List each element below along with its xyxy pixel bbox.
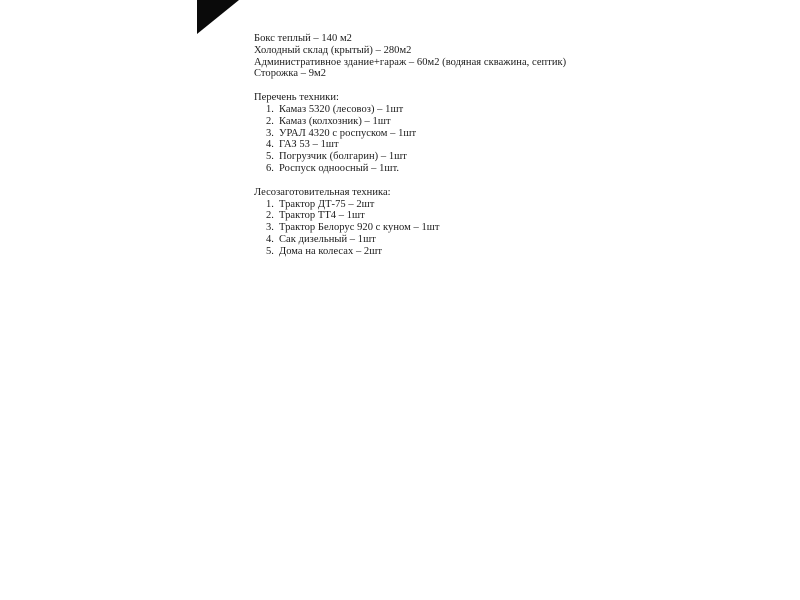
list-item-number: 3. <box>266 222 274 234</box>
list-item <box>254 234 774 246</box>
facility-line-cold-warehouse: Холодный склад (крытый) – 280м2 <box>254 44 412 56</box>
facility-line-warm-box: Бокс теплый – 140 м2 <box>254 33 352 44</box>
list-item-number: 6. <box>266 162 274 174</box>
list-item <box>254 151 774 163</box>
list-item-text: Роспуск одноосный – 1шт. <box>279 162 400 174</box>
facility-line-admin-building: Административное здание+гараж – 60м2 (водяная скважина, септик) <box>254 56 567 68</box>
list-item <box>254 139 774 151</box>
list-item <box>254 222 774 234</box>
vehicles-list <box>254 104 774 175</box>
list-item-number: 4. <box>266 233 274 245</box>
facility-line-guardhouse: Сторожка – 9м2 <box>254 68 327 80</box>
list-item-text: Трактор Белорус 920 с куном – 1шт <box>279 222 440 234</box>
logging-list <box>254 199 774 258</box>
vehicles-heading: Перечень техники: <box>254 92 339 104</box>
list-item <box>254 116 774 128</box>
scan-corner-mark <box>197 0 239 34</box>
logging-heading: Лесозаготовительная техника: <box>254 186 391 198</box>
list-item-number: 1. <box>266 198 274 210</box>
list-item-number: 5. <box>266 245 274 257</box>
list-item <box>254 128 774 140</box>
list-item-text: Дома на колесах – 2шт <box>279 245 382 257</box>
list-item <box>254 199 774 211</box>
list-item <box>254 104 774 116</box>
list-item-text: Сак дизельный – 1шт <box>279 233 376 245</box>
list-item-number: 4. <box>266 139 274 151</box>
list-item-number: 1. <box>266 103 274 115</box>
list-item-number: 2. <box>266 115 274 127</box>
section-spacer <box>254 80 774 92</box>
list-item <box>254 163 774 175</box>
list-item-text: Камаз 5320 (лесовоз) – 1шт <box>279 103 404 115</box>
list-item <box>254 210 774 222</box>
list-item <box>254 246 774 258</box>
list-item-text: УРАЛ 4320 с роспуском – 1шт <box>279 127 417 139</box>
list-item-text: Камаз (колхозник) – 1шт <box>279 115 391 127</box>
document-body <box>254 33 774 258</box>
list-item-number: 3. <box>266 127 274 139</box>
list-item-text: Погрузчик (болгарин) – 1шт <box>279 151 407 163</box>
section-spacer <box>254 175 774 187</box>
list-item-text: Трактор ТТ4 – 1шт <box>279 210 365 222</box>
list-item-number: 5. <box>266 151 274 163</box>
list-item-number: 2. <box>266 210 274 222</box>
list-item-text: ГАЗ 53 – 1шт <box>279 139 339 151</box>
list-item-text: Трактор ДТ-75 – 2шт <box>279 198 375 210</box>
